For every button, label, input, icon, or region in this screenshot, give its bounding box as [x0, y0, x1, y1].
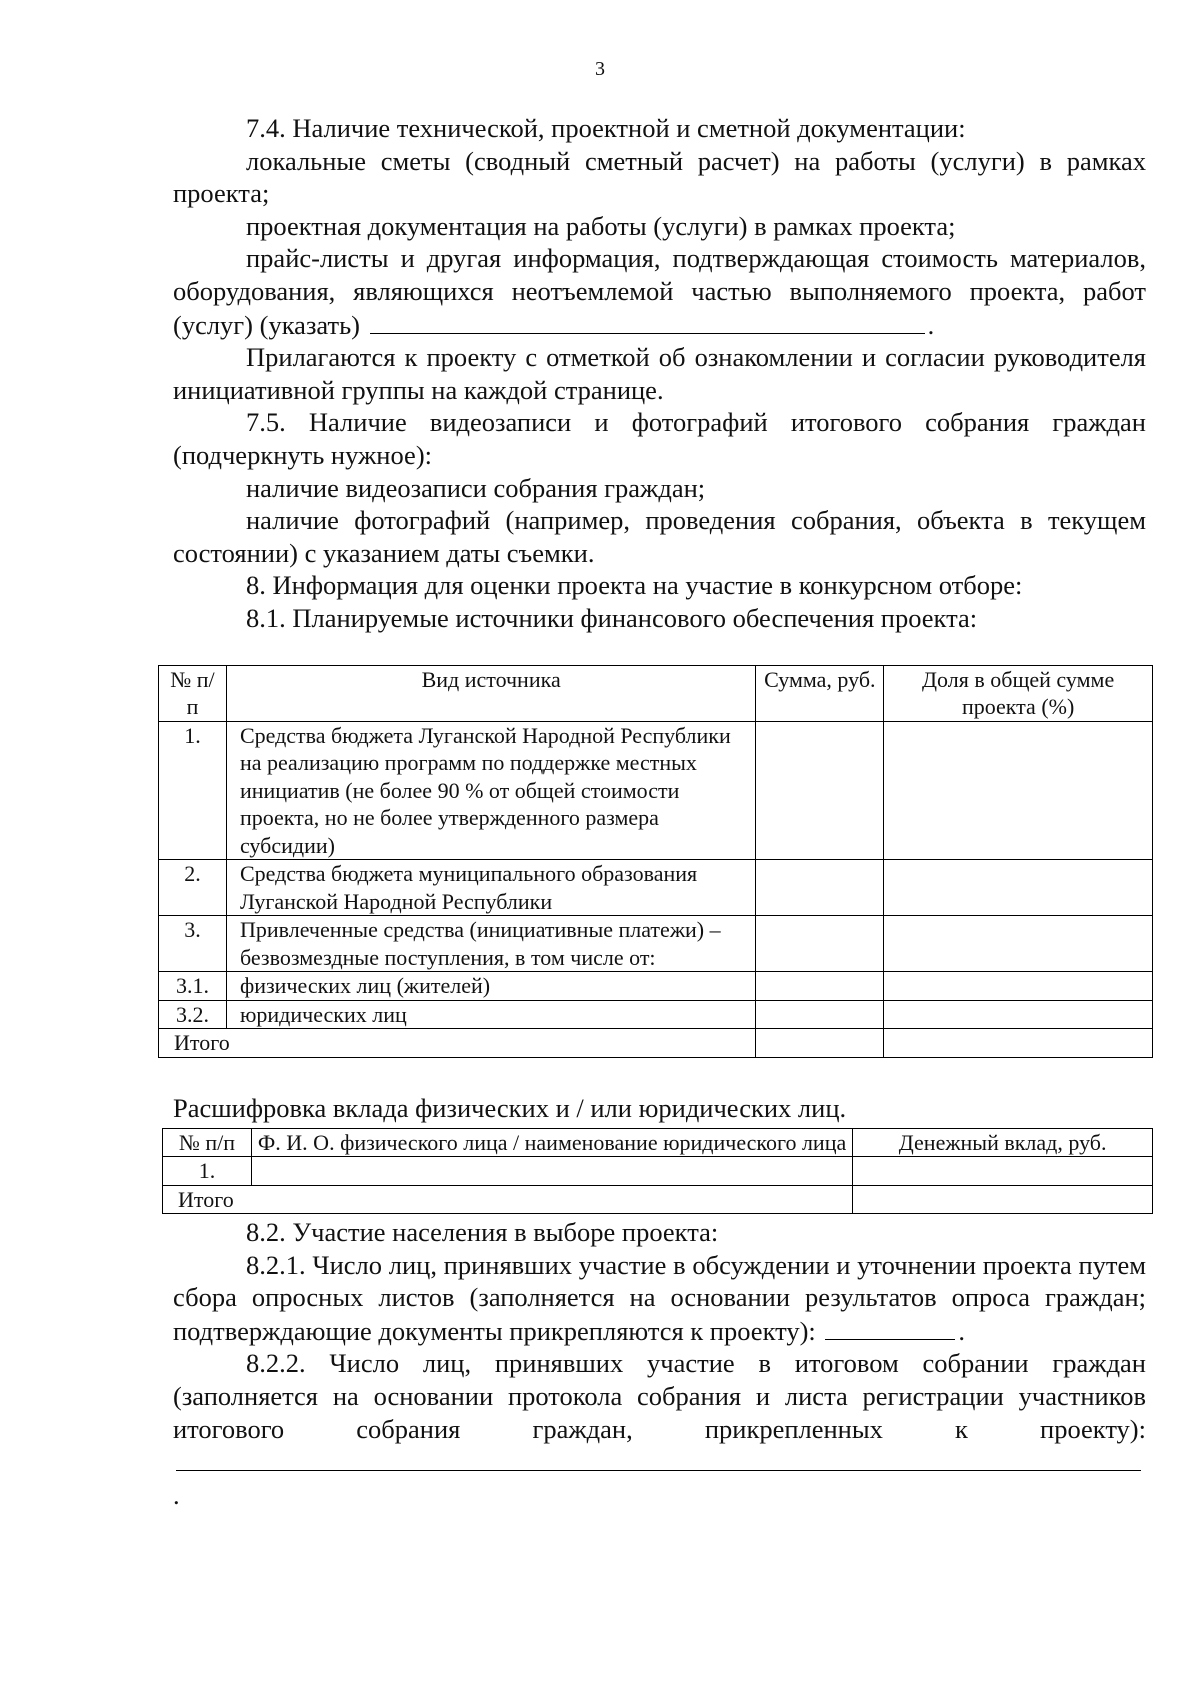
- sum-cell[interactable]: [756, 860, 884, 916]
- period: .: [173, 1479, 180, 1510]
- table-row: [159, 1000, 1153, 1029]
- paragraph-7-4-price-lists: [173, 242, 1146, 341]
- table-total-row: [159, 1029, 1153, 1058]
- total-label: Итого: [159, 1029, 756, 1058]
- total-amount-cell[interactable]: [853, 1185, 1153, 1214]
- contribution-breakdown-table: [162, 1128, 1153, 1215]
- contribution-breakdown-title: Расшифровка вклада физических и / или юридических лиц.: [173, 1092, 847, 1123]
- period: .: [958, 1315, 966, 1346]
- header-source: Вид источника: [226, 665, 755, 721]
- specify-blank-line[interactable]: [370, 308, 925, 334]
- survey-participants-text: 8.2.1. Число лиц, принявших участие в обсуждении и уточнении проекта путем сбора опросных листов (заполняется на основании результатов опроса граждан; подтверждающие документы прикрепляются к проекту):: [173, 1249, 1146, 1346]
- row-num: 3.2.: [159, 1000, 227, 1029]
- document-body: [170, 112, 1146, 1511]
- row-num: 2.: [159, 860, 227, 916]
- paragraph-8: 8. Информация для оценки проекта на участие в конкурсном отборе:: [246, 570, 1023, 601]
- paragraph-8-2-2: [173, 1347, 1146, 1511]
- header-num: № п/п: [159, 665, 227, 721]
- table-header-row: [159, 665, 1153, 721]
- row-num: 3.1.: [159, 972, 227, 1001]
- page-number: 3: [595, 58, 605, 80]
- row-source: Средства бюджета муниципального образования Луганской Народной Республики: [226, 860, 755, 916]
- header-name: Ф. И. О. физического лица / наименование юридического лица: [251, 1128, 852, 1157]
- name-cell[interactable]: [251, 1157, 852, 1186]
- sum-cell[interactable]: [756, 721, 884, 860]
- share-cell[interactable]: [884, 972, 1153, 1001]
- header-amount: Денежный вклад, руб.: [853, 1128, 1153, 1157]
- header-num: № п/п: [163, 1128, 252, 1157]
- table-row: [159, 860, 1153, 916]
- meeting-participants-blank[interactable]: [176, 1445, 1141, 1471]
- header-sum: Сумма, руб.: [756, 665, 884, 721]
- row-source: физических лиц (жителей): [226, 972, 755, 1001]
- table-row: [159, 721, 1153, 860]
- row-num: 1.: [163, 1157, 252, 1186]
- paragraph-8-2: 8.2. Участие населения в выборе проекта:: [246, 1217, 719, 1247]
- total-label: Итого: [163, 1185, 853, 1214]
- table-header-row: [163, 1128, 1153, 1157]
- paragraph-7-4-attached: Прилагаются к проекту с отметкой об ознакомлении и согласии руководителя инициативной группы на каждой странице.: [173, 342, 1146, 405]
- period: .: [927, 309, 935, 340]
- amount-cell[interactable]: [853, 1157, 1153, 1186]
- paragraph-7-4-design-docs: проектная документация на работы (услуги) в рамках проекта;: [246, 210, 956, 241]
- paragraph-7-5-video: наличие видеозаписи собрания граждан;: [246, 472, 706, 503]
- header-share: Доля в общей сумме проекта (%): [884, 665, 1153, 721]
- share-cell[interactable]: [884, 1000, 1153, 1029]
- paragraph-7-4-estimates: локальные сметы (сводный сметный расчет) на работы (услуги) в рамках проекта;: [173, 145, 1146, 209]
- row-num: 1.: [159, 721, 227, 860]
- share-cell[interactable]: [884, 916, 1153, 972]
- row-num: 3.: [159, 916, 227, 972]
- survey-participants-blank[interactable]: [825, 1314, 955, 1340]
- paragraph-7-5-photos: наличие фотографий (например, проведения собрания, объекта в текущем состоянии) с указанием даты съемки.: [173, 505, 1146, 568]
- share-cell[interactable]: [884, 860, 1153, 916]
- total-sum-cell[interactable]: [756, 1029, 884, 1058]
- paragraph-8-1: 8.1. Планируемые источники финансового обеспечения проекта:: [246, 602, 978, 633]
- paragraph-7-5: 7.5. Наличие видеозаписи и фотографий итогового собрания граждан (подчеркнуть нужное):: [173, 407, 1146, 470]
- table-row: [159, 916, 1153, 972]
- row-source: Привлеченные средства (инициативные платежи) – безвозмездные поступления, в том числе от:: [226, 916, 755, 972]
- total-share-cell[interactable]: [884, 1029, 1153, 1058]
- paragraph-8-2-1: [173, 1249, 1146, 1348]
- table-row: [163, 1157, 1153, 1186]
- table-total-row: [163, 1185, 1153, 1214]
- sum-cell[interactable]: [756, 972, 884, 1001]
- meeting-participants-text: 8.2.2. Число лиц, принявших участие в итоговом собрании граждан (заполняется на основании протокола собрания и листа регистрации участников итогового собрания граждан, прикрепленных к проекту):: [173, 1348, 1146, 1444]
- row-source: Средства бюджета Луганской Народной Республики на реализацию программ по поддержке местных инициатив (не более 90 % от общей стоимости проекта, но не более утвержденного размера субсидии): [226, 721, 755, 860]
- price-lists-text: прайс-листы и другая информация, подтверждающая стоимость материалов, оборудования, являющихся неотъемлемой частью выполняемого проекта, работ (услуг) (указать): [173, 243, 1146, 340]
- sum-cell[interactable]: [756, 1000, 884, 1029]
- row-source: юридических лиц: [226, 1000, 755, 1029]
- share-cell[interactable]: [884, 721, 1153, 860]
- table-row: [159, 972, 1153, 1001]
- paragraph-7-4: 7.4. Наличие технической, проектной и сметной документации:: [246, 113, 966, 143]
- sum-cell[interactable]: [756, 916, 884, 972]
- funding-sources-table: [158, 665, 1153, 1058]
